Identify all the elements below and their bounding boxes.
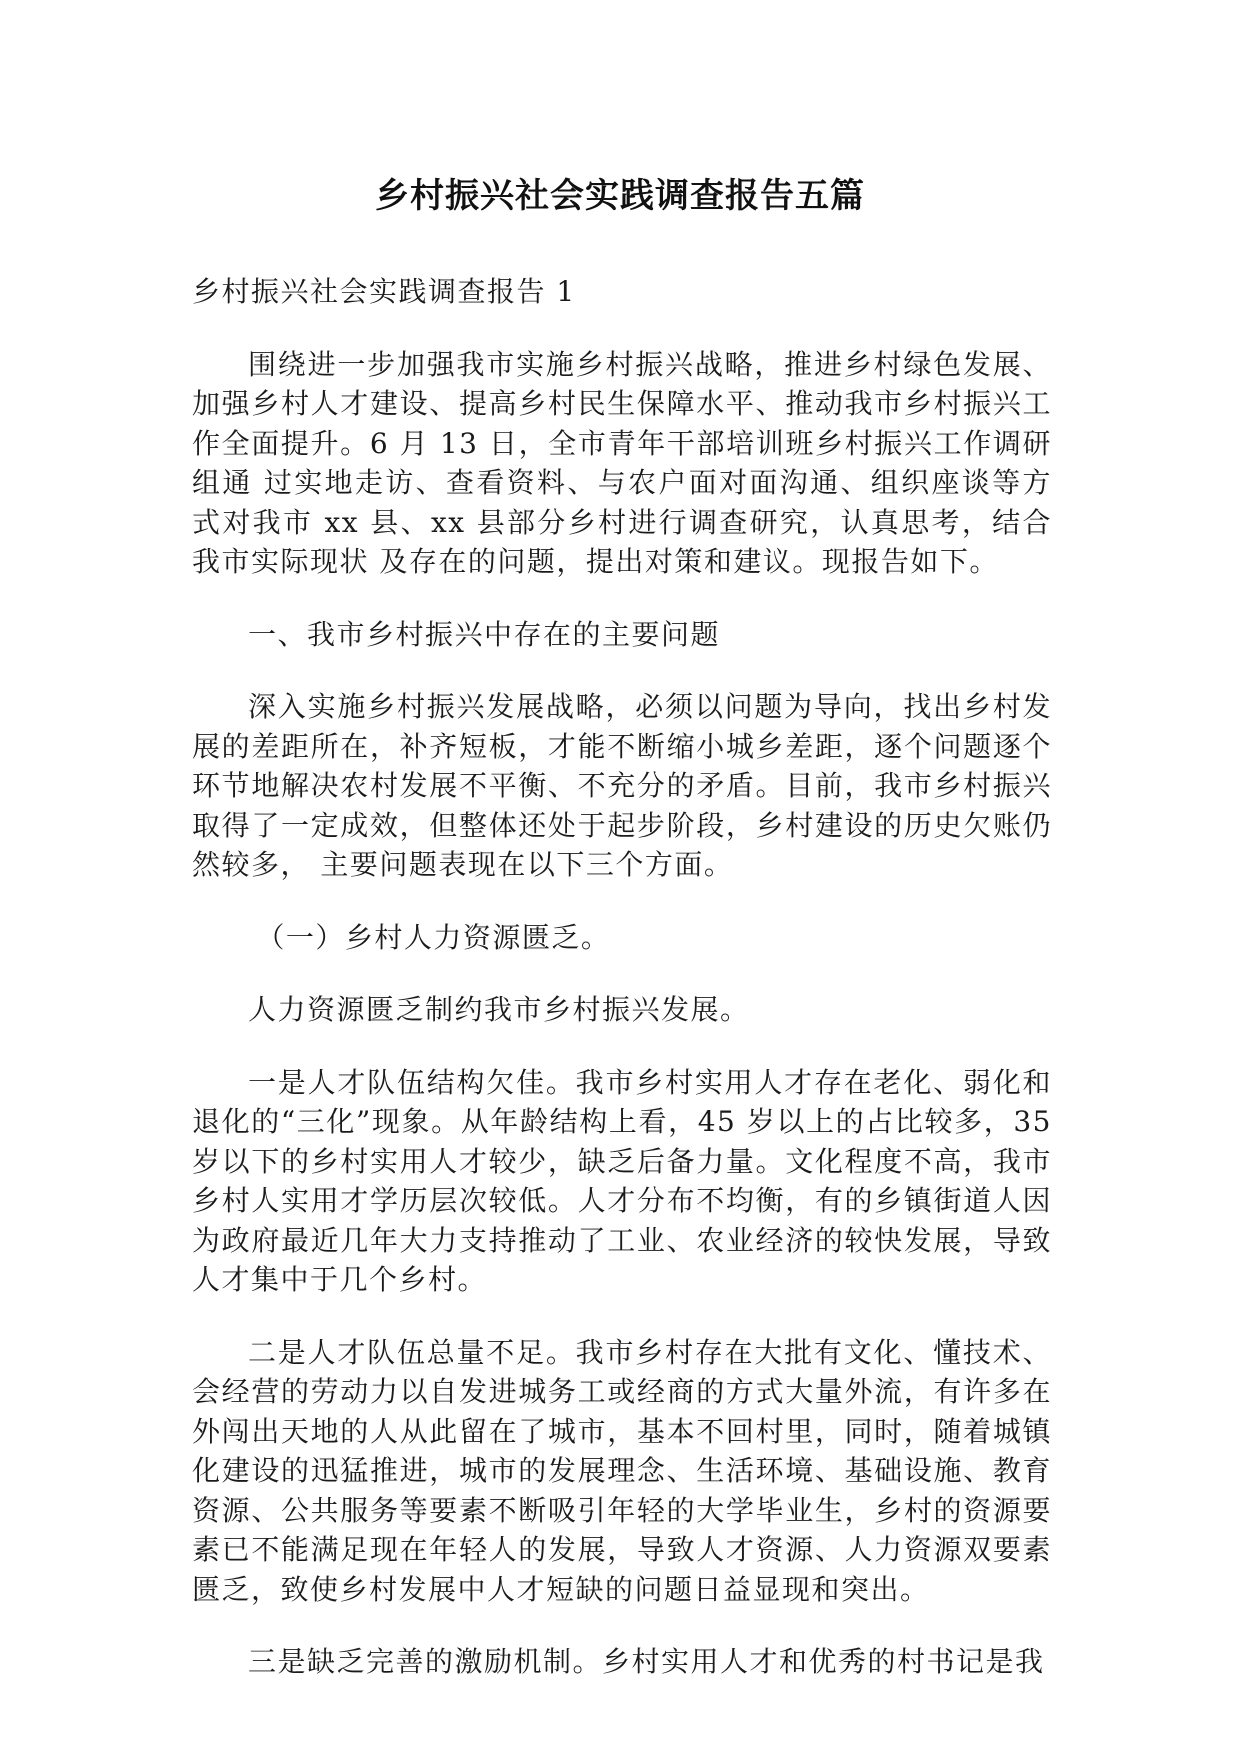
section-title: 乡村振兴社会实践调查报告 1 — [192, 275, 576, 308]
paragraph-incentive-mechanism: 三是缺乏完善的激励机制。乡村实用人才和优秀的村书记是我 — [248, 1645, 1045, 1678]
document-title: 乡村振兴社会实践调查报告五篇 — [375, 175, 865, 216]
subheading-human-resources: （一）乡村人力资源匮乏。 — [256, 920, 611, 954]
paragraph-human-resources-summary: 人力资源匮乏制约我市乡村振兴发展。 — [248, 993, 750, 1026]
heading-main-problems: 一、我市乡村振兴中存在的主要问题 — [248, 617, 721, 651]
paragraph-talent-structure: 一是人才队伍结构欠佳。我市乡村实用人才存在老化、弱化和退化的“三化”现象。从年龄结构上看，45 岁以上的占比较多，35 岁以下的乡村实用人才较少，缺乏后备力量。文化程度不高，我市乡村人实用才学历层次较低。人才分布不均衡，有的乡镇街道人因为政府最近几年大力支持推动了工业、农业经济的较快发展，导致人才集中于几个乡村。 — [192, 1065, 1052, 1296]
paragraph-problems-overview: 深入实施乡村振兴发展战略，必须以问题为导向，找出乡村发展的差距所在，补齐短板，才能不断缩小城乡差距，逐个问题逐个环节地解决农村发展不平衡、不充分的矛盾。目前，我市乡村振兴取得了一定成效，但整体还处于起步阶段，乡村建设的历史欠账仍然较多， 主要问题表现在以下三个方面。 — [192, 690, 1052, 881]
paragraph-intro: 围绕进一步加强我市实施乡村振兴战略，推进乡村绿色发展、加强乡村人才建设、提高乡村民生保障水平、推动我市乡村振兴工作全面提升。6 月 13 日，全市青年干部培训班乡村振兴工作调研组通 过实地走访、查看资料、与农户面对面沟通、组织座谈等方式对我市 xx 县、xx 县部分乡村进行调查研究，认真思考，结合我市实际现状 及存在的问题，提出对策和建议。现报告如下。 — [192, 347, 1052, 578]
paragraph-talent-quantity: 二是人才队伍总量不足。我市乡村存在大批有文化、懂技术、会经营的劳动力以自发进城务工或经商的方式大量外流，有许多在外闯出天地的人从此留在了城市，基本不回村里，同时，随着城镇化建设的迅猛推进，城市的发展理念、生活环境、基础设施、教育资源、公共服务等要素不断吸引年轻的大学毕业生，乡村的资源要素已不能满足现在年轻人的发展，导致人才资源、人力资源双要素匮乏，致使乡村发展中人才短缺的问题日益显现和突出。 — [192, 1335, 1052, 1606]
document-body — [192, 272, 1052, 1715]
